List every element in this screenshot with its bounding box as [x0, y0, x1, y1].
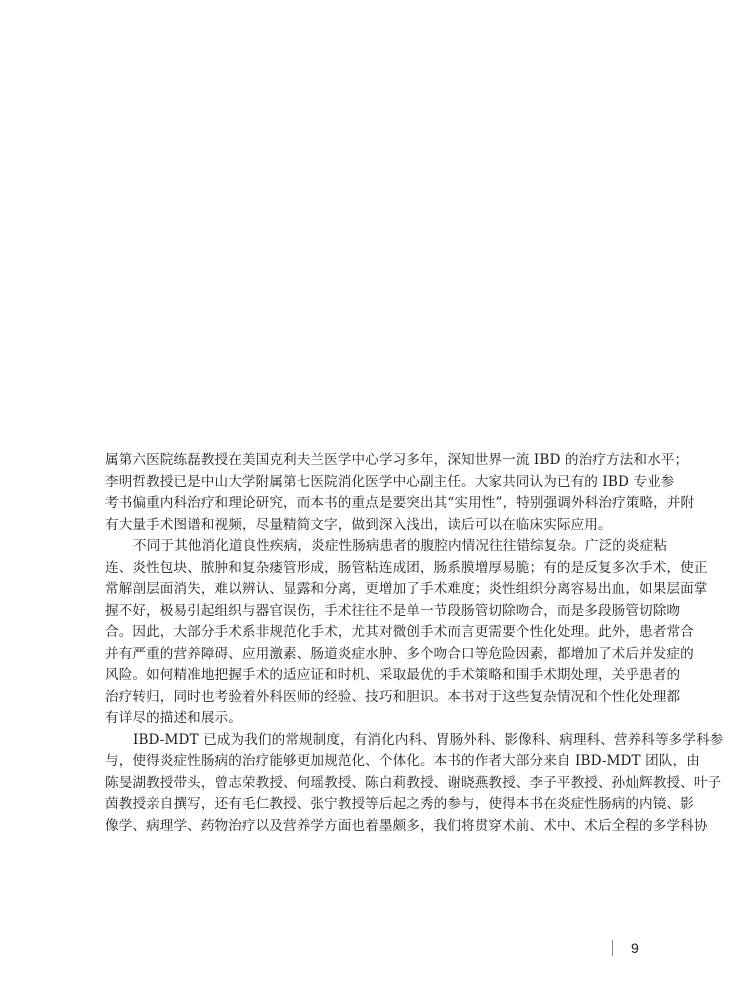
body-text [105, 450, 724, 837]
text-line: 像学、病理学、药物治疗以及营养学方面也着墨颇多，我们将贯穿术前、术中、术后全程的多学科协 [105, 817, 708, 834]
text-line: 握不好，极易引起组织与器官误伤，手术往往不是单一节段肠管切除吻合，而是多段肠管切除吻 [105, 602, 681, 619]
text-line: 常解剖层面消失，难以辨认、显露和分离，更增加了手术难度；炎性组织分离容易出血，如果层面掌 [105, 581, 708, 597]
text-line: 合。因此，大部分手术系非规范化手术，尤其对微创手术而言更需要个性化处理。此外，患者常合 [105, 624, 694, 640]
text-line: IBD-MDT 已成为我们的常规制度，有消化内科、胃肠外科、影像科、病理科、营养科等多学科参 [133, 731, 724, 748]
text-line: 有大量手术图谱和视频，尽量精简文字，做到深入浅出，读后可以在临床实际应用。 [105, 516, 612, 533]
text-line: 治疗转归，同时也考验着外科医师的经验、技巧和胆识。本书对于这些复杂情况和个性化处理都 [105, 688, 681, 705]
paragraph-1 [105, 450, 695, 536]
text-line: 考书偏重内科治疗和理论研究，而本书的重点是要突出其“实用性”，特别强调外科治疗策略，并附 [105, 495, 695, 511]
text-line: 与，使得炎症性肠病的治疗能够更加规范化、个体化。本书的作者大部分来自 IBD-MDT 团队，由 [105, 753, 700, 769]
text-line: 连、炎性包块、脓肿和复杂瘘管形成，肠管粘连成团，肠系膜增厚易脆；有的是反复多次手术，使正 [105, 559, 708, 576]
text-line: 风险。如何精准地把握手术的适应证和时机、采取最优的手术策略和围手术期处理，关乎患者的 [105, 667, 681, 683]
paragraph-2 [105, 536, 708, 730]
text-line: 陈旻湖教授带头，曾志荣教授、何瑶教授、陈白莉教授、谢晓燕教授、李子平教授、孙灿辉教授、叶子 [105, 774, 722, 791]
paragraph-3 [105, 730, 724, 838]
text-line: 不同于其他消化道良性疾病，炎症性肠病患者的腹腔内情况往往错综复杂。广泛的炎症粘 [133, 538, 668, 554]
text-line: 有详尽的描述和展示。 [105, 710, 242, 726]
text-line: 并有严重的营养障碍、应用激素、肠道炎症水肿、多个吻合口等危险因素，都增加了术后并发症的 [105, 645, 694, 662]
footer-divider [612, 940, 613, 956]
text-line: 属第六医院练磊教授在美国克利夫兰医学中心学习多年，深知世界一流 IBD 的治疗方法和水平； [105, 452, 689, 468]
page-number: 9 [631, 940, 639, 956]
page-footer [612, 938, 639, 958]
text-line: 李明哲教授已是中山大学附属第七医院消化医学中心副主任。大家共同认为已有的 IBD 专业参 [105, 473, 675, 490]
text-line: 茵教授亲自撰写，还有毛仁教授、张宁教授等后起之秀的参与，使得本书在炎症性肠病的内镜、影 [105, 796, 694, 812]
